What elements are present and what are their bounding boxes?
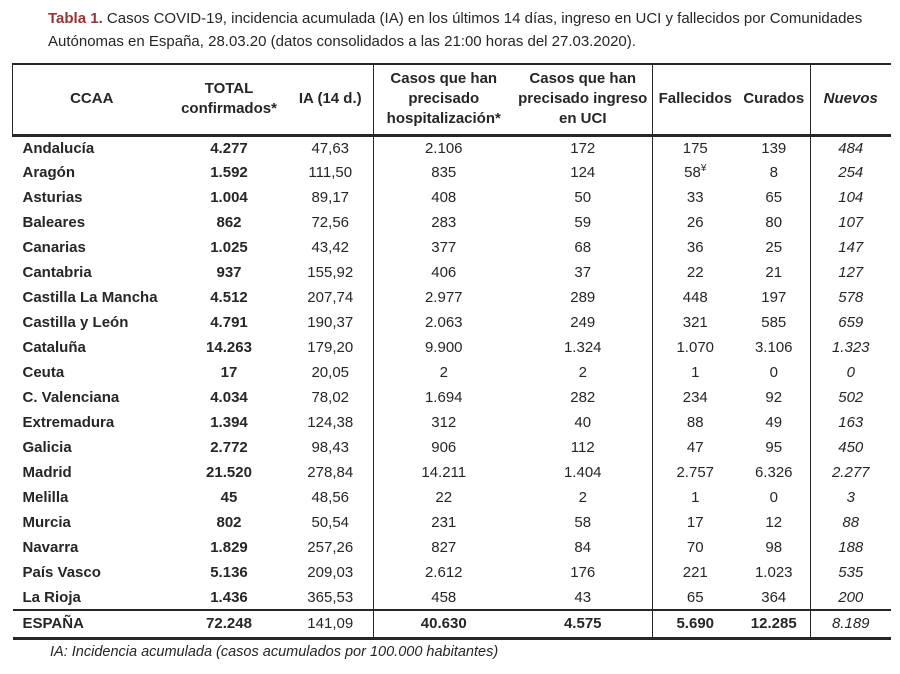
cell-curados: 8 bbox=[738, 160, 811, 185]
cell-fallecidos: 47 bbox=[686, 439, 704, 456]
table-row bbox=[13, 435, 891, 460]
cell-fallecidos: 1 bbox=[691, 364, 700, 381]
cell-fallecidos: 65 bbox=[686, 588, 704, 606]
cell-hospitalizacion: 906 bbox=[431, 439, 457, 456]
cell-hospitalizacion: 2.612 bbox=[424, 564, 463, 581]
cell-ccaa: Castilla y León bbox=[22, 314, 129, 331]
cell-uci: 50 bbox=[514, 185, 653, 210]
table-row bbox=[13, 460, 891, 485]
cell-curados: 12 bbox=[738, 510, 811, 535]
cell-curados: 80 bbox=[738, 210, 811, 235]
cell-nuevos: 88 bbox=[842, 514, 860, 531]
cell-ia: 89,17 bbox=[288, 185, 374, 210]
table-caption bbox=[48, 8, 870, 53]
cell-hospitalizacion: 377 bbox=[431, 239, 457, 256]
cell-confirmados: 1.829 bbox=[210, 539, 248, 556]
cell-ia: 209,03 bbox=[288, 560, 374, 585]
cell-curados: 1.023 bbox=[738, 560, 811, 585]
total-ia: 141,09 bbox=[288, 610, 374, 638]
cell-uci: 37 bbox=[514, 260, 653, 285]
table-body bbox=[13, 135, 891, 610]
cell-ia: 72,56 bbox=[288, 210, 374, 235]
cell-uci: 282 bbox=[514, 385, 653, 410]
cell-ia: 155,92 bbox=[288, 260, 374, 285]
cell-ccaa: Asturias bbox=[22, 189, 83, 206]
cell-nuevos: 2.277 bbox=[831, 464, 870, 481]
cell-ccaa: Canarias bbox=[22, 239, 86, 256]
cell-confirmados: 4.512 bbox=[210, 289, 248, 306]
cell-fallecidos: 1.070 bbox=[676, 339, 715, 356]
table-row bbox=[13, 510, 891, 535]
total-uci: 4.575 bbox=[514, 610, 653, 638]
cell-ia: 190,37 bbox=[288, 310, 374, 335]
table-row bbox=[13, 585, 891, 610]
cell-fallecidos: 17 bbox=[686, 514, 704, 531]
table-header bbox=[13, 64, 891, 135]
total-ccaa: ESPAÑA bbox=[22, 615, 84, 633]
cell-ia: 48,56 bbox=[288, 485, 374, 510]
cell-uci: 2 bbox=[514, 485, 653, 510]
cell-uci: 68 bbox=[514, 235, 653, 260]
cell-uci: 176 bbox=[514, 560, 653, 585]
cell-ia: 111,50 bbox=[288, 160, 374, 185]
cell-uci: 40 bbox=[514, 410, 653, 435]
cell-uci: 43 bbox=[514, 585, 653, 610]
cell-ccaa: Andalucía bbox=[22, 139, 95, 157]
cell-ia: 98,43 bbox=[288, 435, 374, 460]
cell-nuevos: 502 bbox=[838, 389, 864, 406]
caption-label: Tabla 1. bbox=[48, 10, 103, 27]
cell-curados: 98 bbox=[738, 535, 811, 560]
total-fallecidos: 5.690 bbox=[676, 615, 715, 633]
cell-hospitalizacion: 2.063 bbox=[424, 314, 463, 331]
cell-nuevos: 450 bbox=[838, 439, 864, 456]
table-row bbox=[13, 285, 891, 310]
cell-uci: 1.404 bbox=[514, 460, 653, 485]
col-header-fallecidos: Fallecidos bbox=[653, 64, 738, 135]
cell-ia: 43,42 bbox=[288, 235, 374, 260]
cell-nuevos: 163 bbox=[838, 414, 864, 431]
cell-confirmados: 862 bbox=[216, 214, 242, 231]
cell-curados: 0 bbox=[738, 360, 811, 385]
table-row bbox=[13, 360, 891, 385]
cell-nuevos: 200 bbox=[838, 588, 864, 606]
cell-hospitalizacion: 283 bbox=[431, 214, 457, 231]
cell-ccaa: Baleares bbox=[22, 214, 86, 231]
cell-hospitalizacion: 458 bbox=[431, 588, 457, 606]
cell-fallecidos: 321 bbox=[682, 314, 708, 331]
cell-curados: 6.326 bbox=[738, 460, 811, 485]
cell-nuevos: 3 bbox=[846, 489, 855, 506]
cell-hospitalizacion: 406 bbox=[431, 264, 457, 281]
cell-fallecidos: 234 bbox=[682, 389, 708, 406]
col-header-uci: Casos que han precisado ingreso en UCI bbox=[514, 64, 653, 135]
cell-nuevos: 578 bbox=[838, 289, 864, 306]
cell-curados: 197 bbox=[738, 285, 811, 310]
cell-curados: 49 bbox=[738, 410, 811, 435]
table-row bbox=[13, 260, 891, 285]
cell-fallecidos: 2.757 bbox=[676, 464, 715, 481]
cell-ia: 20,05 bbox=[288, 360, 374, 385]
cell-confirmados: 802 bbox=[216, 514, 242, 531]
cell-nuevos: 147 bbox=[838, 239, 864, 256]
cell-confirmados: 1.394 bbox=[210, 414, 248, 431]
col-header-total: TOTAL confirmados* bbox=[171, 64, 288, 135]
cell-confirmados: 2.772 bbox=[210, 439, 248, 456]
table-row bbox=[13, 485, 891, 510]
table-total-body bbox=[13, 610, 891, 638]
cell-ccaa: Cataluña bbox=[22, 339, 86, 356]
cell-ccaa: Cantabria bbox=[22, 264, 92, 281]
cell-hospitalizacion: 231 bbox=[431, 514, 457, 531]
cell-nuevos: 254 bbox=[838, 164, 864, 181]
cell-hospitalizacion: 2.977 bbox=[424, 289, 463, 306]
cell-uci: 249 bbox=[514, 310, 653, 335]
cell-curados: 585 bbox=[738, 310, 811, 335]
cell-ia: 47,63 bbox=[288, 135, 374, 160]
cell-nuevos: 127 bbox=[838, 264, 864, 281]
cell-ccaa: Galicia bbox=[22, 439, 72, 456]
cell-confirmados: 17 bbox=[220, 364, 238, 381]
cell-ccaa: Melilla bbox=[22, 489, 69, 506]
cell-fallecidos: 36 bbox=[686, 239, 704, 256]
cell-ia: 365,53 bbox=[288, 585, 374, 610]
footnote: IA: Incidencia acumulada (casos acumulados por 100.000 habitantes) bbox=[50, 643, 499, 660]
cell-ia: 124,38 bbox=[288, 410, 374, 435]
cell-nuevos: 484 bbox=[838, 139, 864, 157]
cell-ccaa: Aragón bbox=[22, 164, 75, 181]
caption-text: Casos COVID-19, incidencia acumulada (IA) en los últimos 14 días, ingreso en UCI y fallecidos por Comunidades Autónomas en España, 28.03.20 (datos consolidados a las 21:00 horas del 27.03.2020). bbox=[48, 10, 863, 50]
cell-ccaa: Madrid bbox=[22, 464, 72, 481]
cell-nuevos: 659 bbox=[838, 314, 864, 331]
cell-confirmados: 1.436 bbox=[210, 588, 248, 606]
cell-ia: 78,02 bbox=[288, 385, 374, 410]
cell-nuevos: 1.323 bbox=[831, 339, 870, 356]
table-row bbox=[13, 385, 891, 410]
col-header-nuevos: Nuevos bbox=[811, 64, 891, 135]
cell-hospitalizacion: 9.900 bbox=[424, 339, 463, 356]
cell-uci: 58 bbox=[514, 510, 653, 535]
table-row bbox=[13, 410, 891, 435]
cell-ia: 179,20 bbox=[288, 335, 374, 360]
cell-uci: 59 bbox=[514, 210, 653, 235]
cell-fallecidos: 448 bbox=[682, 289, 708, 306]
cell-ccaa: La Rioja bbox=[22, 588, 81, 606]
cell-hospitalizacion: 2.106 bbox=[424, 139, 463, 157]
cell-fallecidos: 221 bbox=[682, 564, 708, 581]
cell-curados: 25 bbox=[738, 235, 811, 260]
cell-fallecidos: 33 bbox=[686, 189, 704, 206]
cell-fallecidos: 26 bbox=[686, 214, 704, 231]
cell-ia: 50,54 bbox=[288, 510, 374, 535]
table-row bbox=[13, 185, 891, 210]
cell-confirmados: 4.791 bbox=[210, 314, 248, 331]
cell-fallecidos: 88 bbox=[686, 414, 704, 431]
cell-uci: 84 bbox=[514, 535, 653, 560]
col-header-curados: Curados bbox=[738, 64, 811, 135]
total-curados: 12.285 bbox=[738, 610, 811, 638]
cell-curados: 0 bbox=[738, 485, 811, 510]
cell-ia: 278,84 bbox=[288, 460, 374, 485]
cell-fallecidos: 58¥ bbox=[684, 163, 707, 181]
cell-nuevos: 188 bbox=[838, 539, 864, 556]
covid-table bbox=[12, 63, 891, 640]
cell-uci: 2 bbox=[514, 360, 653, 385]
table-row bbox=[13, 335, 891, 360]
cell-curados: 92 bbox=[738, 385, 811, 410]
table-row bbox=[13, 135, 891, 160]
cell-hospitalizacion: 2 bbox=[439, 364, 448, 381]
col-header-hospitalizacion: Casos que han precisado hospitalización* bbox=[374, 64, 514, 135]
cell-ccaa: Murcia bbox=[22, 514, 71, 531]
cell-ccaa: C. Valenciana bbox=[22, 389, 120, 406]
cell-confirmados: 1.592 bbox=[210, 164, 248, 181]
cell-curados: 21 bbox=[738, 260, 811, 285]
cell-fallecidos: 70 bbox=[686, 539, 704, 556]
cell-confirmados: 5.136 bbox=[210, 564, 248, 581]
cell-uci: 1.324 bbox=[514, 335, 653, 360]
cell-confirmados: 1.004 bbox=[210, 189, 248, 206]
table-row bbox=[13, 160, 891, 185]
total-confirmados: 72.248 bbox=[206, 615, 252, 633]
cell-curados: 95 bbox=[738, 435, 811, 460]
cell-hospitalizacion: 835 bbox=[431, 164, 457, 181]
cell-confirmados: 937 bbox=[216, 264, 242, 281]
table-row bbox=[13, 535, 891, 560]
total-nuevos: 8.189 bbox=[831, 615, 870, 633]
cell-ia: 257,26 bbox=[288, 535, 374, 560]
table-row bbox=[13, 560, 891, 585]
cell-hospitalizacion: 1.694 bbox=[424, 389, 463, 406]
cell-confirmados: 4.034 bbox=[210, 389, 248, 406]
cell-ccaa: País Vasco bbox=[22, 564, 101, 581]
cell-hospitalizacion: 22 bbox=[435, 489, 453, 506]
cell-curados: 3.106 bbox=[738, 335, 811, 360]
cell-ccaa: Navarra bbox=[22, 539, 79, 556]
total-hospitalizacion: 40.630 bbox=[420, 615, 467, 633]
col-header-ccaa: CCAA bbox=[13, 64, 171, 135]
cell-confirmados: 14.263 bbox=[206, 339, 252, 356]
cell-curados: 364 bbox=[738, 585, 811, 610]
col-header-ia: IA (14 d.) bbox=[288, 64, 374, 135]
cell-nuevos: 0 bbox=[846, 364, 855, 381]
cell-uci: 124 bbox=[514, 160, 653, 185]
cell-hospitalizacion: 312 bbox=[431, 414, 457, 431]
cell-curados: 65 bbox=[738, 185, 811, 210]
cell-hospitalizacion: 408 bbox=[431, 189, 457, 206]
table-row bbox=[13, 310, 891, 335]
total-row bbox=[13, 610, 891, 638]
cell-ccaa: Castilla La Mancha bbox=[22, 289, 158, 306]
cell-confirmados: 4.277 bbox=[210, 139, 248, 157]
cell-hospitalizacion: 14.211 bbox=[421, 464, 467, 481]
cell-confirmados: 1.025 bbox=[210, 239, 248, 256]
cell-uci: 289 bbox=[514, 285, 653, 310]
cell-fallecidos: 175 bbox=[682, 139, 708, 157]
cell-fallecidos: 22 bbox=[686, 264, 704, 281]
cell-uci: 112 bbox=[514, 435, 653, 460]
cell-fallecidos: 1 bbox=[691, 489, 700, 506]
cell-curados: 139 bbox=[738, 135, 811, 160]
cell-nuevos: 104 bbox=[838, 189, 864, 206]
cell-confirmados: 45 bbox=[220, 489, 238, 506]
cell-ccaa: Ceuta bbox=[22, 364, 65, 381]
cell-nuevos: 107 bbox=[838, 214, 864, 231]
table-row bbox=[13, 210, 891, 235]
cell-uci: 172 bbox=[514, 135, 653, 160]
cell-hospitalizacion: 827 bbox=[431, 539, 457, 556]
cell-ccaa: Extremadura bbox=[22, 414, 115, 431]
cell-ia: 207,74 bbox=[288, 285, 374, 310]
cell-confirmados: 21.520 bbox=[206, 464, 252, 481]
cell-nuevos: 535 bbox=[838, 564, 864, 581]
header-row bbox=[13, 64, 891, 135]
table-row bbox=[13, 235, 891, 260]
